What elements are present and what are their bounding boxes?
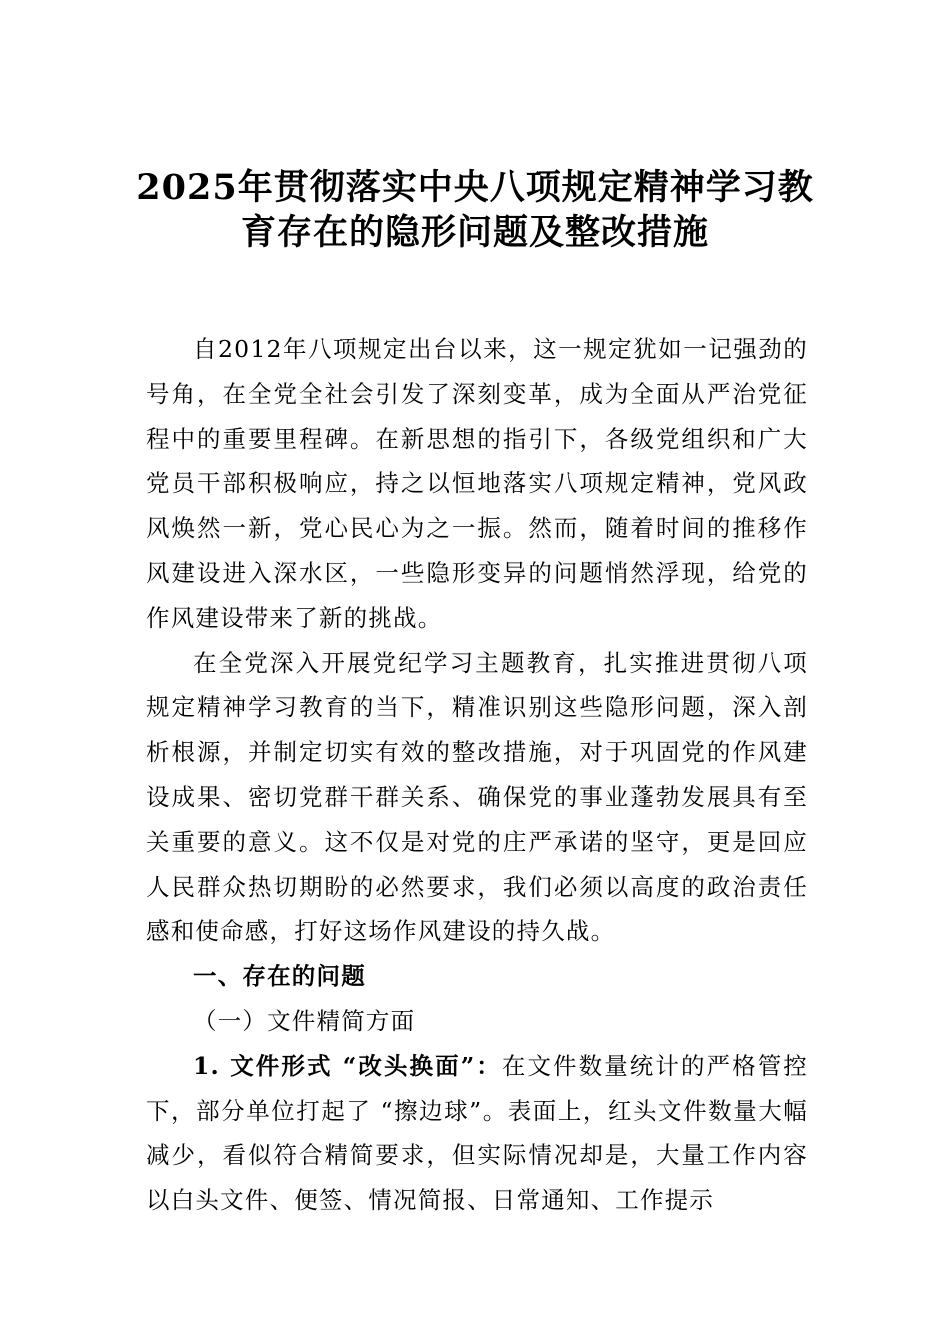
subsection-heading: （一）文件精简方面	[193, 1006, 416, 1035]
intro-paragraph: 自2012年八项规定出台以来，这一规定犹如一记强劲的号角，在全党全社会引发了深刻变革，成为全面从严治党征程中的重要里程碑。在新思想的指引下，各级党组织和广大党员干部积极响应，持之以恒地落实八项规定精神，党风政风焕然一新，党心民心为之一振。然而，随着时间的推移作风建设进入深水区，一些隐形变异的问题悄然浮现，给党的作风建设带来了新的挑战。	[146, 335, 808, 632]
document-body	[146, 327, 808, 1223]
document-title-line1: 2025年贯彻落实中央八项规定精神学习教	[136, 167, 814, 208]
section-heading: 一、存在的问题	[193, 962, 366, 991]
item-label: 1. 文件形式 “改头换面”：	[193, 1051, 502, 1080]
context-paragraph: 在全党深入开展党纪学习主题教育，扎实推进贯彻八项规定精神学习教育的当下，精准识别这些隐形问题，深入剖析根源，并制定切实有效的整改措施，对于巩固党的作风建设成果、密切党群干群关系、确保党的事业蓬勃发展具有至关重要的意义。这不仅是对党的庄严承诺的坚守，更是回应人民群众热切期盼的必然要求，我们必须以高度的政治责任感和使命感，打好这场作风建设的持久战。	[146, 648, 808, 946]
item-text: 在文件数量统计的严格管控下，部分单位打起了 “擦边球”。表面上，红头文件数量大幅减少，看似符合精简要求，但实际情况却是，大量工作内容以白头文件、便签、情况简报、日常通知、工作提示	[146, 1051, 808, 1215]
item-paragraph	[146, 1044, 808, 1223]
document-title-line2: 育存在的隐形问题及整改措施	[240, 212, 709, 253]
